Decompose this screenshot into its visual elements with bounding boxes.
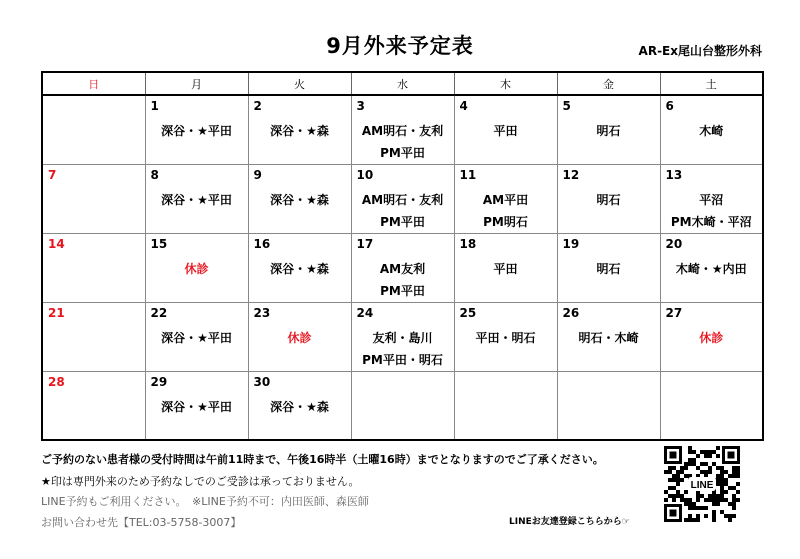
doctor-schedule [661,327,763,349]
week-row [42,371,763,440]
day-number: 19 [562,236,580,251]
doctor-schedule [661,258,763,280]
weekday-thu: 木 [454,72,557,95]
doctor-line: 明石 [596,261,621,276]
doctor-schedule [146,120,248,142]
doctor-line: AM明石・友利 [361,192,444,207]
day-number: 21 [48,305,65,320]
day-cell [454,371,557,440]
doctor-line: 平沼 [699,192,724,207]
day-cell [248,371,351,440]
day-number: 18 [459,236,477,251]
weekday-sun: 日 [42,72,145,95]
day-cell [145,164,248,233]
day-cell [248,164,351,233]
day-cell [660,164,763,233]
schedule-calendar [41,71,764,441]
day-number: 29 [150,374,168,389]
day-cell [454,233,557,302]
doctor-line: 友利・島川 [372,330,433,345]
day-cell [454,164,557,233]
day-cell [351,95,454,164]
day-number: 15 [150,236,168,251]
day-cell [557,302,660,371]
doctor-line: 平田 [493,124,518,138]
day-cell [454,302,557,371]
day-cell [42,371,145,440]
doctor-line: PM平田 [380,146,425,160]
doctor-line: 木崎・★内田 [675,261,747,276]
day-cell [557,95,660,164]
doctor-schedule [352,327,454,371]
doctor-line: AM平田 [482,192,529,207]
day-number: 24 [356,305,374,320]
day-number: 2 [253,99,262,113]
day-number: 23 [253,305,271,320]
doctor-schedule [249,396,351,418]
closed-label: 休診 [184,261,209,276]
day-cell [660,95,763,164]
doctor-line: 深谷・★平田 [161,399,232,414]
doctor-schedule [146,396,248,418]
specialist-note: ★印は専門外来のため予約なしでのご受診は承っておりません。 [41,475,360,488]
qr-line-label: LINE [690,480,714,491]
doctor-schedule [661,120,763,142]
day-number: 8 [150,167,159,182]
day-cell [145,233,248,302]
doctor-line: 深谷・★森 [270,124,329,138]
closed-label: 休診 [287,330,312,345]
doctor-schedule [558,258,660,280]
doctor-schedule [146,327,248,349]
line-registration-label: LINEお友達登録こちらから☞ [509,517,630,527]
day-cell [248,302,351,371]
doctor-line: 明石 [596,124,621,138]
doctor-schedule [146,258,248,280]
doctor-schedule [249,189,351,211]
doctor-line: AM明石・友利 [361,124,444,138]
weekday-wed: 水 [351,72,454,95]
doctor-schedule [455,120,557,142]
day-cell [660,302,763,371]
day-number: 14 [48,236,65,251]
day-cell [145,95,248,164]
day-cell [145,302,248,371]
day-cell [351,371,454,440]
day-number: 30 [253,374,271,389]
doctor-schedule [146,189,248,211]
day-cell [351,164,454,233]
day-cell [42,95,145,164]
doctor-line: PM明石 [483,214,528,229]
doctor-line: 明石・木崎 [578,330,639,345]
weekday-tue: 火 [248,72,351,95]
day-number: 20 [665,236,683,251]
day-cell [42,233,145,302]
doctor-schedule [249,327,351,349]
week-row [42,164,763,233]
day-number: 16 [253,236,271,251]
doctor-line: 深谷・★森 [270,192,329,207]
day-cell [248,95,351,164]
day-number: 10 [356,167,374,182]
day-number: 9 [253,167,262,182]
day-cell [454,95,557,164]
doctor-line: 深谷・★平田 [161,330,232,345]
line-qr-code[interactable] [664,446,740,522]
day-cell [660,371,763,440]
doctor-schedule [352,189,454,233]
doctor-schedule [249,258,351,280]
doctor-line: 平田 [493,261,518,276]
day-cell [660,233,763,302]
day-cell [557,371,660,440]
weekday-sat: 土 [660,72,763,95]
day-cell [248,233,351,302]
weekday-header-row [42,72,763,95]
day-number: 17 [356,236,374,251]
day-number: 3 [356,99,365,113]
day-cell [42,164,145,233]
day-number: 7 [48,167,57,182]
closed-label: 休診 [699,330,724,345]
doctor-line: 木崎 [699,124,724,138]
doctor-line: 深谷・★森 [270,399,329,414]
doctor-schedule [455,327,557,349]
doctor-line: PM木崎・平沼 [670,214,752,229]
doctor-line: 明石 [596,192,621,207]
day-cell [351,233,454,302]
day-number: 25 [459,305,477,320]
day-number: 11 [459,167,477,182]
line-booking-note: LINE予約もご利用ください。 ※LINE予約不可：内田医師、森医師 [41,495,369,508]
week-row [42,302,763,371]
day-cell [557,164,660,233]
doctor-line: PM平田・明石 [362,352,443,367]
day-number: 26 [562,305,580,320]
doctor-schedule [455,258,557,280]
day-number: 6 [665,99,674,113]
day-number: 1 [150,99,159,113]
contact-info: お問い合わせ先【TEL:03-5758-3007】 [41,516,242,529]
day-cell [145,371,248,440]
weekday-mon: 月 [145,72,248,95]
clinic-name: AR-Ex尾山台整形外科 [638,44,762,58]
doctor-line: 深谷・★平田 [161,124,232,138]
doctor-schedule [558,189,660,211]
day-cell [557,233,660,302]
day-number: 27 [665,305,683,320]
day-number: 22 [150,305,168,320]
reception-hours-note: ご予約のない患者様の受付時間は午前11時まで、午後16時半（土曜16時）までとなりますのでご了承ください。 [41,453,604,466]
doctor-line: PM平田 [380,214,425,229]
day-cell [351,302,454,371]
doctor-schedule [455,189,557,233]
day-number: 5 [562,99,571,113]
doctor-schedule [558,120,660,142]
day-cell [42,302,145,371]
doctor-line: 深谷・★平田 [161,192,232,207]
doctor-schedule [352,258,454,302]
doctor-line: 深谷・★森 [270,261,329,276]
week-row [42,233,763,302]
doctor-line: 平田・明石 [475,330,536,345]
doctor-line: PM平田 [380,283,425,298]
doctor-schedule [249,120,351,142]
doctor-line: AM友利 [379,261,426,276]
week-row [42,95,763,164]
weekday-fri: 金 [557,72,660,95]
doctor-schedule [352,120,454,164]
day-number: 28 [48,374,65,389]
day-number: 12 [562,167,580,182]
day-number: 4 [459,99,468,113]
page-title: 9月外来予定表 [326,34,474,58]
doctor-schedule [558,327,660,349]
doctor-schedule [661,189,763,233]
day-number: 13 [665,167,683,182]
